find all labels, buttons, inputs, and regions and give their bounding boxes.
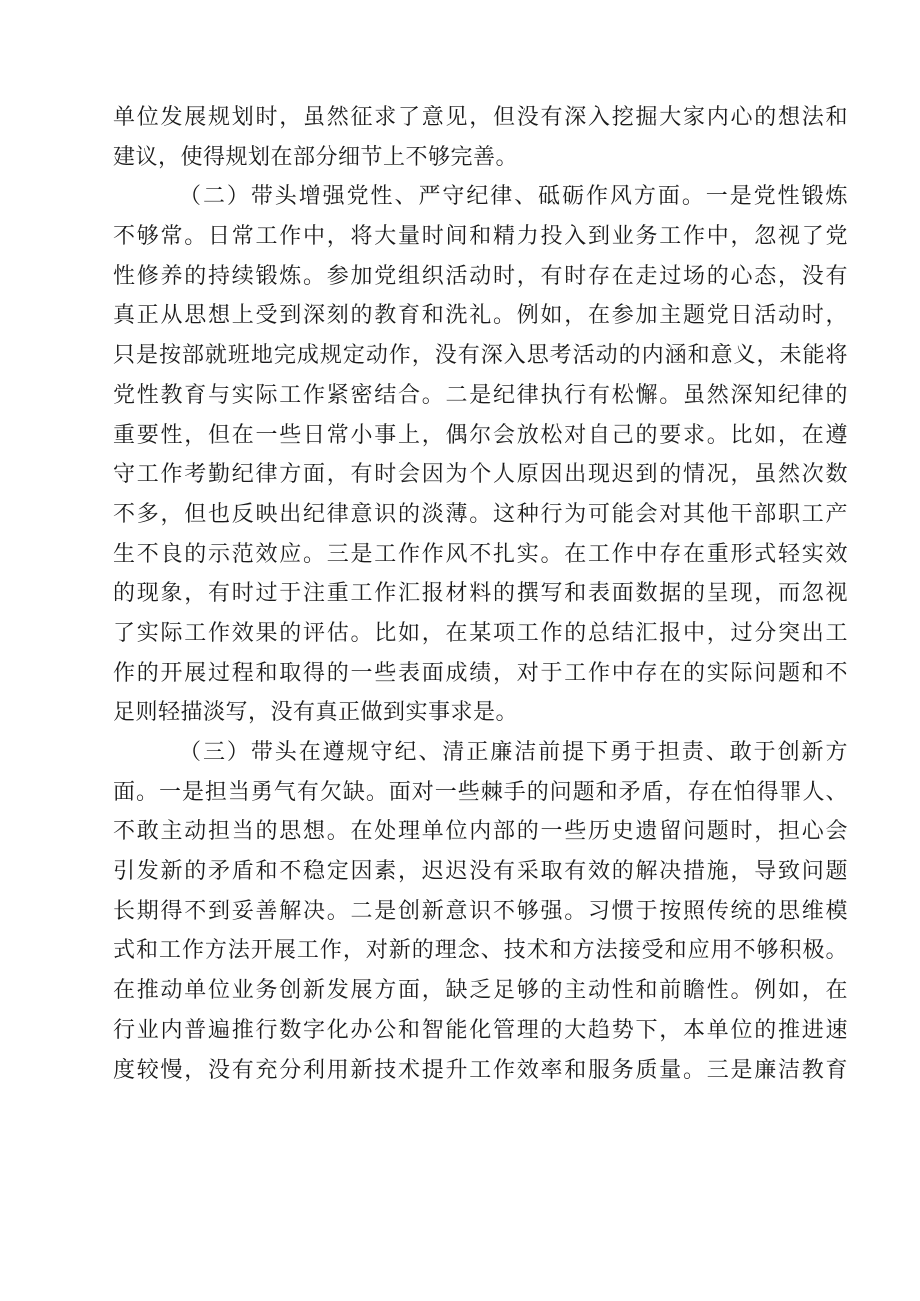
text-line: 建议，使得规划在部分细节上不够完善。 <box>113 144 519 170</box>
text-line: 的现象，有时过于注重工作汇报材料的撰写和表面数据的呈现，而忽视 <box>113 581 848 607</box>
text-line: 面。一是担当勇气有欠缺。面对一些棘手的问题和矛盾，存在怕得罪人、 <box>113 779 848 805</box>
text-line: 长期得不到妥善解决。二是创新意识不够强。习惯于按照传统的思维模 <box>113 898 848 924</box>
text-line: 作的开展过程和取得的一些表面成绩，对于工作中存在的实际问题和不 <box>113 660 848 686</box>
text-line: 引发新的矛盾和不稳定因素，迟迟没有采取有效的解决措施，导致问题 <box>113 859 848 885</box>
text-line: 党性教育与实际工作紧密结合。二是纪律执行有松懈。虽然深知纪律的 <box>113 382 848 408</box>
text-line: 性修养的持续锻炼。参加党组织活动时，有时存在走过场的心态，没有 <box>113 263 848 289</box>
text-line: 不敢主动担当的思想。在处理单位内部的一些历史遗留问题时，担心会 <box>113 819 848 845</box>
text-line: 重要性，但在一些日常小事上，偶尔会放松对自己的要求。比如，在遵 <box>113 422 848 448</box>
text-line: 行业内普遍推行数字化办公和智能化管理的大趋势下，本单位的推进速 <box>113 1017 848 1043</box>
text-line: 式和工作方法开展工作，对新的理念、技术和方法接受和应用不够积极。 <box>113 938 848 964</box>
text-line: 单位发展规划时，虽然征求了意见，但没有深入挖掘大家内心的想法和 <box>113 105 848 130</box>
text-line: 只是按部就班地完成规定动作，没有深入思考活动的内涵和意义，未能将 <box>113 343 848 369</box>
document-body <box>113 98 848 1090</box>
text-line: 不够常。日常工作中，将大量时间和精力投入到业务工作中，忽视了党 <box>113 224 848 250</box>
text-line: 足则轻描淡写，没有真正做到实事求是。 <box>113 700 519 726</box>
paragraph-first-line: （二）带头增强党性、严守纪律、砥砺作风方面。一是党性锻炼 <box>179 184 848 210</box>
text-line: 度较慢，没有充分利用新技术提升工作效率和服务质量。三是廉洁教育 <box>113 1057 848 1083</box>
text-line: 生不良的示范效应。三是工作作风不扎实。在工作中存在重形式轻实效 <box>113 541 848 567</box>
text-line: 守工作考勤纪律方面，有时会因为个人原因出现迟到的情况，虽然次数 <box>113 462 848 488</box>
text-line: 在推动单位业务创新发展方面，缺乏足够的主动性和前瞻性。例如，在 <box>113 978 848 1004</box>
paragraph-first-line: （三）带头在遵规守纪、清正廉洁前提下勇于担责、敢于创新方 <box>179 740 848 765</box>
text-line: 不多，但也反映出纪律意识的淡薄。这种行为可能会对其他干部职工产 <box>113 501 848 527</box>
text-line: 真正从思想上受到深刻的教育和洗礼。例如，在参加主题党日活动时， <box>113 303 848 329</box>
text-line: 了实际工作效果的评估。比如，在某项工作的总结汇报中，过分突出工 <box>113 620 848 646</box>
